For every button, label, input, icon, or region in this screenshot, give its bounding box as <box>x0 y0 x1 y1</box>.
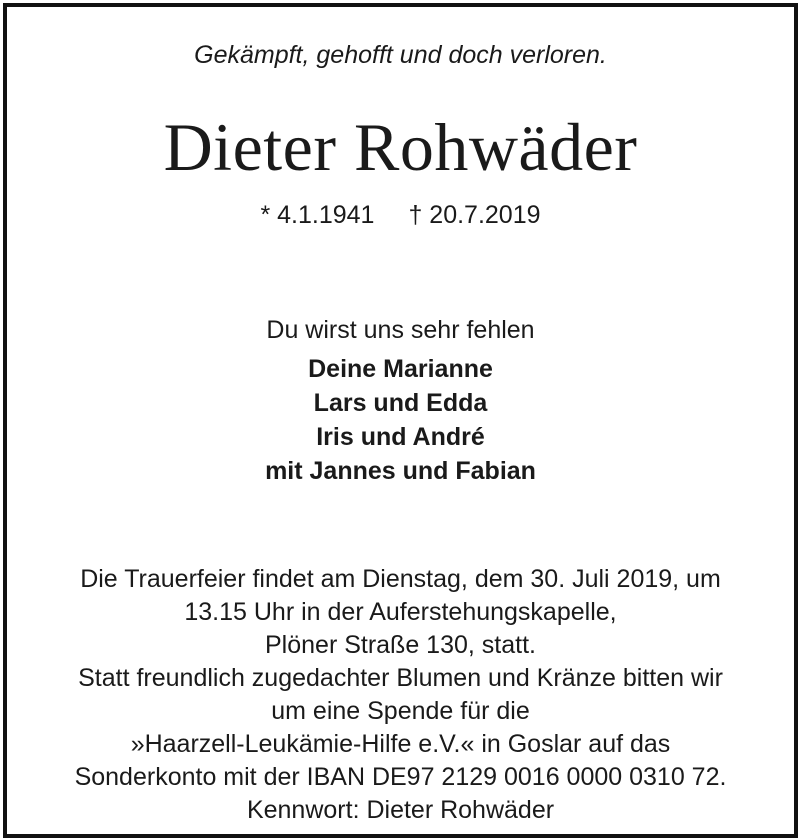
birth-date: * 4.1.1941 <box>260 201 375 229</box>
motto-text: Gekämpft, gehofft und doch verloren. <box>194 41 607 69</box>
deceased-name: Dieter Rohwäder <box>163 109 638 185</box>
family-signatures <box>7 352 794 488</box>
keyword-line: Kennwort: Dieter Rohwäder <box>246 796 555 824</box>
donation-line: Sonderkonto mit der IBAN DE97 2129 0016 0000 0310 72. <box>74 763 727 791</box>
family-line: Deine Marianne <box>308 355 493 383</box>
family-line: mit Jannes und Fabian <box>265 457 536 485</box>
donation-line: um eine Spende für die <box>271 697 530 725</box>
service-line: 13.15 Uhr in der Auferstehungskapelle, <box>184 598 617 626</box>
family-line: Iris und André <box>316 423 485 451</box>
family-line: Lars und Edda <box>313 389 488 417</box>
obituary-notice <box>3 3 798 838</box>
death-date: † 20.7.2019 <box>408 201 541 229</box>
donation-line: Statt freundlich zugedachter Blumen und Kränze bitten wir <box>78 664 723 692</box>
miss-line: Du wirst uns sehr fehlen <box>266 316 535 344</box>
service-line: Plöner Straße 130, statt. <box>265 631 536 659</box>
donation-line: »Haarzell-Leukämie-Hilfe e.V.« in Goslar auf das <box>130 730 671 758</box>
life-dates <box>7 197 794 233</box>
service-line: Die Trauerfeier findet am Dienstag, dem 30. Juli 2019, um <box>80 565 721 593</box>
service-info <box>7 563 794 827</box>
